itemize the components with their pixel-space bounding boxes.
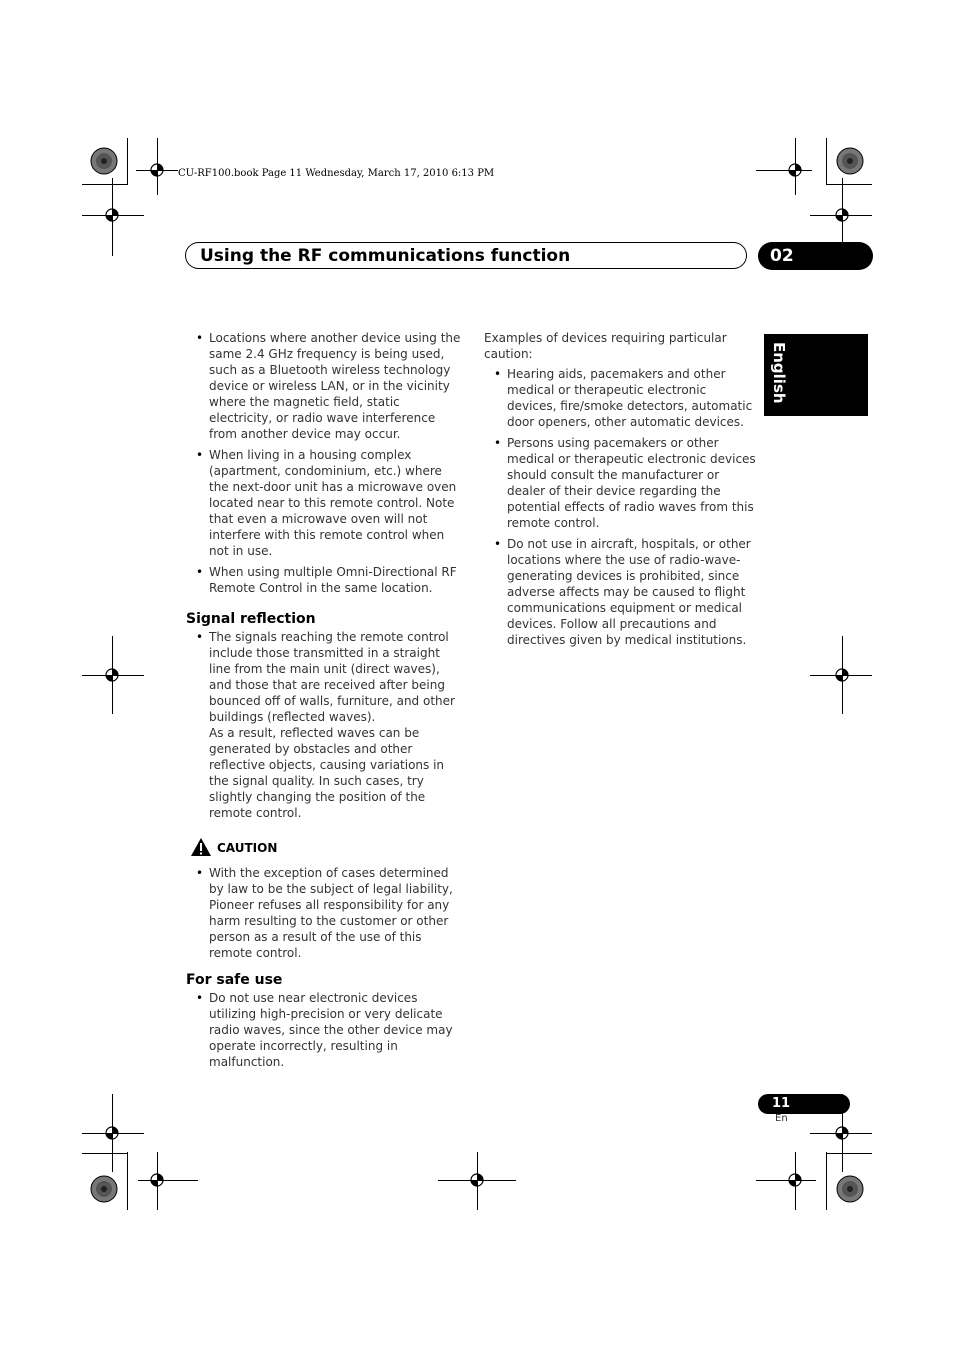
list-item: • When using multiple Omni-Directional RF Remote Control in the same location.: [186, 564, 464, 596]
registration-mark-icon: [103, 1124, 121, 1142]
list-item: • When living in a housing complex (apartment, condominium, etc.) where the next-door unit has a microwave oven located near to this remote control. Note that even a microwave oven will not interfere with this remote control when not in use.: [186, 447, 464, 559]
list-item: • With the exception of cases determined by law to be the subject of legal liability, Pioneer refuses all responsibility for any harm resulting to the customer or other person as a result of the use of this remote control.: [186, 865, 464, 961]
language-tab-label: English: [770, 342, 788, 404]
color-rosette-icon: [90, 147, 118, 175]
color-rosette-icon: [90, 1175, 118, 1203]
registration-mark-icon: [148, 1171, 166, 1189]
list-item: • Do not use near electronic devices utilizing high-precision or very delicate radio waves, since the other device may operate incorrectly, resulting in malfunction.: [186, 990, 464, 1070]
left-column: [186, 330, 464, 1075]
signal-reflection-list: [186, 629, 464, 821]
safe-use-list: [186, 990, 464, 1070]
chapter-badge: [758, 242, 873, 270]
signal-reflection-text: The signals reaching the remote control include those transmitted in a straight line from the main unit (direct waves), and those that are received after being bounced off of walls, furniture, and other buildings (reflected waves).: [209, 630, 455, 724]
registration-mark-icon: [103, 206, 121, 224]
caution-list: [186, 865, 464, 961]
safe-use-heading: For safe use: [186, 972, 283, 988]
right-column: [484, 330, 759, 653]
color-rosette-icon: [836, 1175, 864, 1203]
list-item: • Hearing aids, pacemakers and other medical or therapeutic electronic devices, fire/smoke detectors, automatic door openers, other automatic devices.: [484, 366, 759, 430]
registration-mark-icon: [786, 161, 804, 179]
list-item: [186, 629, 464, 821]
section-title: Using the RF communications function: [200, 246, 571, 266]
list-item: • Do not use in aircraft, hospitals, or other locations where the use of radio-wave-generating devices is prohibited, since adverse affects may be caused to flight communications equipment or medical devices. Follow all precautions and directives given by medical institutions.: [484, 536, 759, 648]
registration-mark-icon: [833, 1124, 851, 1142]
list-item: • Persons using pacemakers or other medical or therapeutic electronic devices should consult the manufacturer or dealer of their device regarding the potential effects of radio waves from this remote control.: [484, 435, 759, 531]
examples-bullet-list: [484, 366, 759, 648]
print-info: CU-RF100.book Page 11 Wednesday, March 17, 2010 6:13 PM: [178, 168, 495, 179]
caution-label: CAUTION: [217, 841, 278, 855]
list-item: • Locations where another device using the same 2.4 GHz frequency is being used, such as a Bluetooth wireless technology device or wireless LAN, or in the vicinity where the magnetic field, static electricity, or radio wave interference from another device may occur.: [186, 330, 464, 442]
warning-icon: [190, 837, 212, 857]
registration-mark-icon: [833, 666, 851, 684]
examples-intro: Examples of devices requiring particular caution:: [484, 331, 727, 361]
registration-mark-icon: [148, 161, 166, 179]
page-number-badge: [758, 1094, 850, 1114]
registration-mark-icon: [468, 1171, 486, 1189]
language-tab: [764, 334, 868, 416]
color-rosette-icon: [836, 147, 864, 175]
registration-mark-icon: [103, 666, 121, 684]
signal-reflection-heading: Signal reflection: [186, 611, 316, 627]
registration-mark-icon: [833, 206, 851, 224]
page-number: 11: [772, 1096, 791, 1111]
caution-header: [186, 837, 464, 861]
section-title-box: [185, 242, 747, 269]
chapter-number: 02: [770, 246, 794, 266]
signal-reflection-continuation: As a result, reflected waves can be generated by obstacles and other reflective objects, causing variations in the signal quality. In such cases, try slightly changing the position of the remote control.: [209, 726, 445, 820]
intro-bullet-list: [186, 330, 464, 596]
page-language-code: En: [775, 1113, 788, 1124]
registration-mark-icon: [786, 1171, 804, 1189]
